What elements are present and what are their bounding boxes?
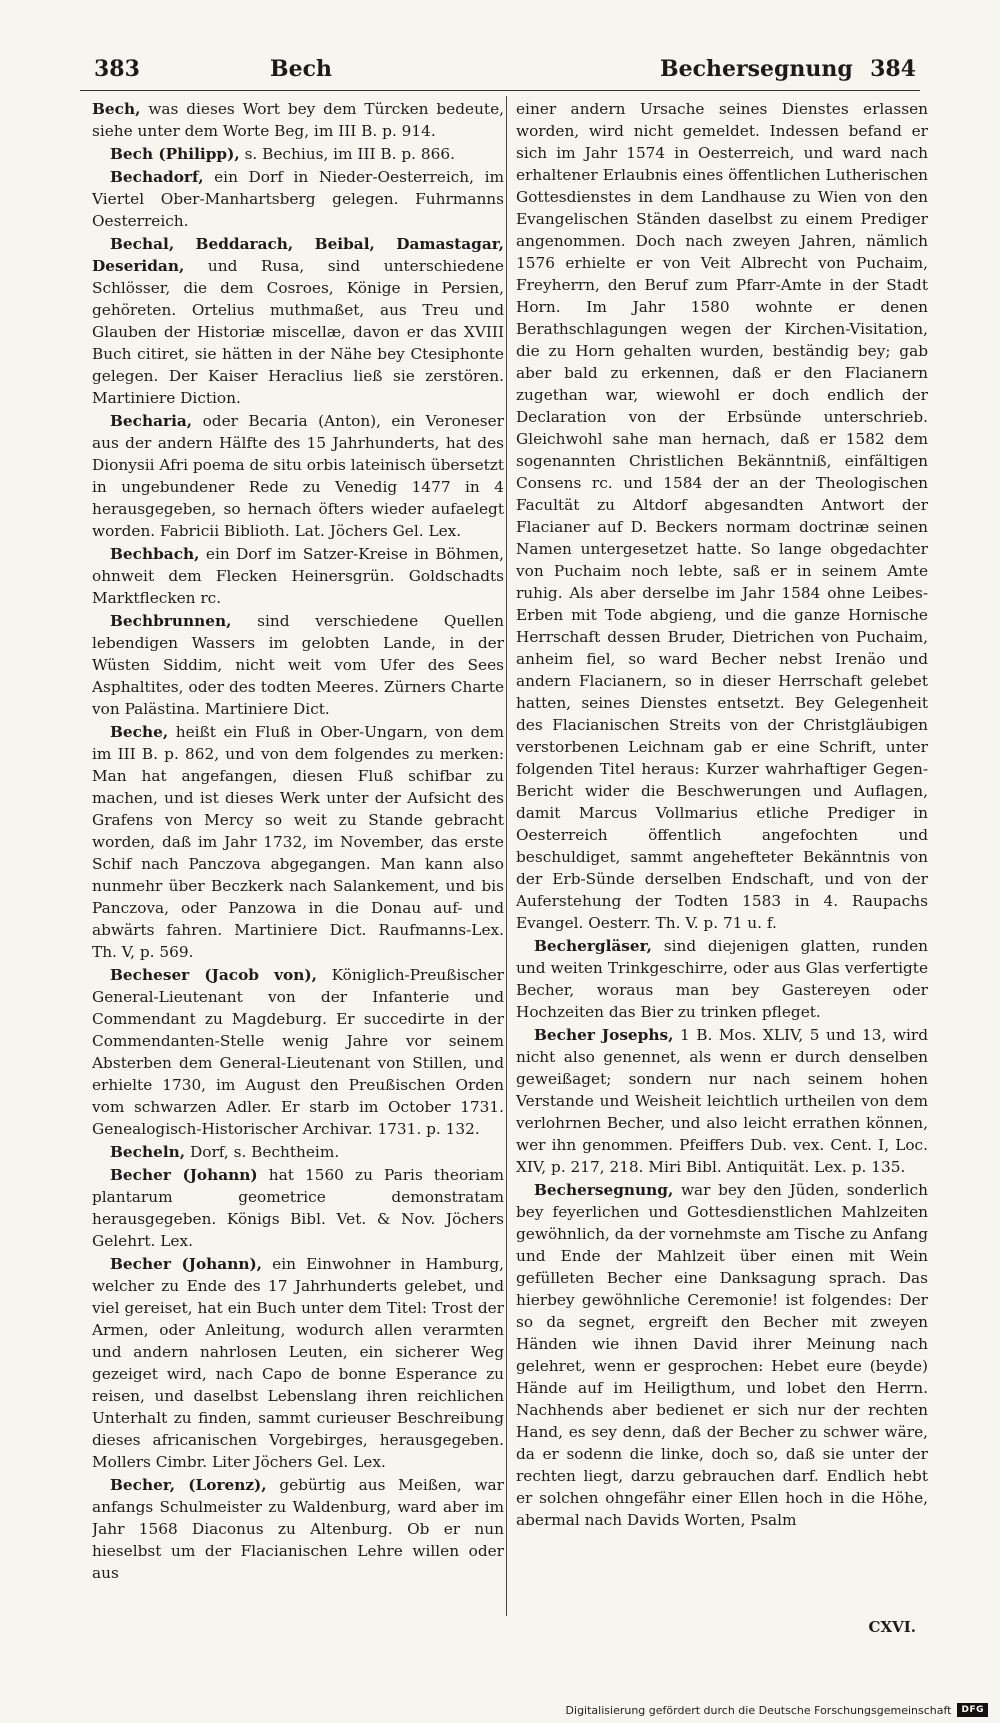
dictionary-entry bbox=[92, 1253, 504, 1473]
page-number-left: 383 bbox=[94, 56, 140, 82]
entry-text: heißt ein Fluß in Ober-Ungarn, von dem im III B. p. 862, und von dem folgendes zu merken: Man hat angefangen, diesen Fluß schifbar zu machen, und ist dieses Werk unter der Aufsicht des Grafens von Mercy so weit zu Stande gebracht worden, daß im Jahr 1732, im November, das erste Schif nach Panczova abgegangen. Man kann also nunmehr über Beczkerk nach Salankement, und bis Panczova, oder Panzowa in die Donau auf- und abwärts fahren. Martiniere Dict. Raufmanns-Lex. Th. V, p. 569. bbox=[92, 723, 504, 961]
dictionary-entry bbox=[516, 1024, 928, 1178]
right-column bbox=[516, 98, 928, 1618]
dictionary-entry bbox=[516, 935, 928, 1023]
catchword: CXVI. bbox=[868, 1618, 916, 1636]
running-head-left: Bech bbox=[270, 56, 332, 82]
entry-headword: Bech, bbox=[92, 100, 141, 118]
entry-text: Dorf, s. Bechtheim. bbox=[189, 1143, 340, 1161]
dictionary-entry bbox=[92, 1474, 504, 1584]
entry-text: s. Bechius, im III B. p. 866. bbox=[244, 145, 455, 163]
entry-headword: Becher, (Lorenz), bbox=[110, 1476, 267, 1494]
entry-headword: Bechersegnung, bbox=[534, 1181, 674, 1199]
dictionary-entry bbox=[92, 1164, 504, 1252]
dictionary-entry bbox=[92, 964, 504, 1140]
entry-text: Königlich-Preußischer General-Lieutenant von der Infanterie und Commendant zu Magdeburg. Er succedirte in der Commendanten-Stelle wenig Jahre vor seinem Absterben dem General-Lieutenant von Stillen, und erhielte 1730, im August den Preußischen Orden vom schwarzen Adler. Er starb im October 1731. Genealogisch-Historischer Archivar. 1731. p. 132. bbox=[92, 966, 504, 1138]
entry-text: gebürtig aus Meißen, war anfangs Schulmeister zu Waldenburg, ward aber im Jahr 1568 Diaconus zu Altenburg. Ob er nun hieselbst um der Flacianischen Lehre willen oder aus bbox=[92, 1476, 504, 1582]
entry-text: was dieses Wort bey dem Türcken bedeute, siehe unter dem Worte Beg, im III B. p. 914. bbox=[92, 100, 504, 140]
dictionary-entry bbox=[92, 721, 504, 963]
entry-text: sind verschiedene Quellen lebendigen Wassers im gelobten Lande, in der Wüsten Siddim, nicht weit vom Ufer des Sees Asphaltites, oder des todten Meeres. Zürners Charte von Palästina. Martiniere Dict. bbox=[92, 612, 504, 718]
entry-headword: Beche, bbox=[110, 723, 169, 741]
entry-text: war bey den Jüden, sonderlich bey feyerlichen und Gottesdienstlichen Mahlzeiten gewöhnlich, da der vornehmste am Tische zu Anfang und Ende der Mahlzeit über einen mit Wein gefülleten Becher eine Danksagung sprach. Das hierbey gewöhnliche Ceremonie! ist folgendes: Der so da segnet, ergreift den Becher mit zweyen Händen wie ihnen David ihrer Meinung nach gelehret, wenn er gesprochen: Hebet eure (beyde) Hände auf im Heiligthum, und lobet den Herrn. Nachhends aber bedienet er sich nur der rechten Hand, es sey denn, daß der Becher zu schwer wäre, da er sodenn die linke, doch so, daß sie unter der rechten liegt, darzu gebrauchen darf. Endlich hebt er solchen ohngefähr einer Ellen hoch in die Höhe, abermal nach Davids Worten, Psalm bbox=[516, 1181, 928, 1529]
entry-headword: Becher Josephs, bbox=[534, 1026, 674, 1044]
entry-headword: Bechbach, bbox=[110, 545, 200, 563]
page-number-right: 384 bbox=[870, 56, 916, 82]
entry-text: und Rusa, sind unterschiedene Schlösser, die dem Cosroes, Könige in Persien, gehöreten. Ortelius muthmaßet, aus Treu und Glauben der Historiæ miscellæ, davon er das XVIII Buch citiret, sie hätten in der Nähe bey Ctesiphonte gelegen. Der Kaiser Heraclius ließ sie zerstören. Martiniere Diction. bbox=[92, 257, 504, 407]
dfg-logo: DFG bbox=[957, 1703, 988, 1717]
entry-text: sind diejenigen glatten, runden und weiten Trinkgeschirre, oder aus Glas verfertigte Becher, woraus man bey Gastereyen oder Hochzeiten das Bier zu trinken pfleget. bbox=[516, 937, 928, 1021]
dictionary-entry bbox=[516, 1179, 928, 1531]
running-head-right: Bechersegnung bbox=[660, 56, 853, 82]
entry-headword: Becher (Johann) bbox=[110, 1166, 258, 1184]
entry-text: ein Einwohner in Hamburg, welcher zu Ende des 17 Jahrhunderts gelebet, und viel gereiset, hat ein Buch unter dem Titel: Trost der Armen, oder Anleitung, wodurch allen verarmten und andern nahrlosen Leuten, ein sicherer Weg gezeiget wird, nach Capo de bonne Esperance zu reisen, und daselbst Lebenslang ihren reichlichen Unterhalt zu finden, sammt curieuser Beschreibung dieses africanischen Vorgebirges, herausgegeben. Mollers Cimbr. Liter Jöchers Gel. Lex. bbox=[92, 1255, 504, 1471]
dictionary-entry bbox=[92, 233, 504, 409]
dictionary-entry bbox=[92, 543, 504, 609]
left-column bbox=[92, 98, 504, 1618]
entry-headword: Bech (Philipp), bbox=[110, 145, 240, 163]
entry-headword: Becharia, bbox=[110, 412, 193, 430]
dictionary-entry bbox=[92, 410, 504, 542]
entry-text: 1 B. Mos. XLIV, 5 und 13, wird nicht also genennet, als wenn er durch denselben geweißaget; sondern nur nach seinem hohen Verstande und Weisheit leichtlich urtheilen von dem verlohrnen Becher, und also leicht errathen können, wer ihn genommen. Pfeiffers Dub. vex. Cent. I, Loc. XIV, p. 217, 218. Miri Bibl. Antiquität. Lex. p. 135. bbox=[516, 1026, 928, 1176]
entry-text: ein Dorf im Satzer-Kreise in Böhmen, ohnweit dem Flecken Heinersgrün. Goldschadts Marktflecken rc. bbox=[92, 545, 504, 607]
digitization-credit bbox=[566, 1703, 988, 1717]
entry-text: einer andern Ursache seines Dienstes erlassen worden, wird nicht gemeldet. Indessen befand er sich im Jahr 1574 in Oesterreich, und ward nach erhaltener Erlaubnis eines öffentlichen Lutherischen Gottesdienstes in dem Landhause zu Wien von den Evangelischen Ständen daselbst zu einem Prediger angenommen. Doch nach zweyen Jahren, nämlich 1576 erhielte er von Veit Albrecht von Puchaim, Freyherrn, den Beruf zum Pfarr-Amte in der Stadt Horn. Im Jahr 1580 wohnte er denen Berathschlagungen wegen der Kirchen-Visitation, die zu Horn gehalten wurden, beständig bey; gab aber bald zu erkennen, daß er den Flacianern zugethan war, wiewohl er doch endlich der Declaration von der Erbsünde unterschrieb. Gleichwohl sahe man hernach, daß er 1582 dem sogenannten Christlichen Bekänntniß, einfältigen Consens rc. und 1584 der an der Theologischen Facultät zu Altdorf abgesandten Antwort der Flacianer auf D. Beckers normam doctrinæ seinen Namen untergesetzet hatte. So lange obgedachter von Puchaim noch lebte, saß er in seinem Amte ruhig. Als aber derselbe im Jahr 1584 ohne Leibes-Erben mit Tode abgieng, und die ganze Hornische Herrschaft dessen Bruder, Dietrichen von Puchaim, anheim fiel, so ward Becher nebst Irenäo und andern Flacianern, so in dieser Herrschaft gelebet hatten, seines Dienstes entsetzt. Bey Gelegenheit des Flacianischen Streits von der Christgläubigen verstorbenen Leichnam gab er eine Schrift, unter folgenden Titel heraus: Kurzer wahrhaftiger Gegen-Bericht wider die Beschwerungen und Auflagen, damit Marcus Vollmarius etliche Prediger in Oesterreich öffentlich angefochten und beschuldiget, sammt angehefteter Bekänntnis von der Erb-Sünde derselben Endschaft, und von der Auferstehung der Todten 1583 in 4. Raupachs Evangel. Oesterr. Th. V. p. 71 u. f. bbox=[516, 100, 928, 932]
entry-headword: Bechergläser, bbox=[534, 937, 652, 955]
entry-headword: Bechbrunnen, bbox=[110, 612, 232, 630]
entry-headword: Bechadorf, bbox=[110, 168, 204, 186]
dictionary-entry bbox=[92, 166, 504, 232]
page-header bbox=[80, 56, 920, 96]
dictionary-entry bbox=[92, 98, 504, 142]
header-rule bbox=[80, 90, 920, 91]
dictionary-entry bbox=[92, 143, 504, 165]
entry-text: hat 1560 zu Paris theoriam plantarum geometrice demonstratam herausgegeben. Königs Bibl. Vet. & Nov. Jöchers Gelehrt. Lex. bbox=[92, 1166, 504, 1250]
dictionary-entry bbox=[92, 1141, 504, 1163]
column-divider bbox=[506, 96, 507, 1616]
dictionary-entry bbox=[92, 610, 504, 720]
entry-text: oder Becaria (Anton), ein Veroneser aus der andern Hälfte des 15 Jahrhunderts, hat des Dionysii Afri poema de situ orbis lateinisch übersetzt in ungebundener Rede zu Venedig 1477 in 4 herausgegeben, so hernach öfters wieder aufaelegt worden. Fabricii Biblioth. Lat. Jöchers Gel. Lex. bbox=[92, 412, 504, 540]
entry-headword: Bechal, Beddarach, Beibal, Damastagar, Deseridan, bbox=[92, 235, 504, 275]
entry-headword: Becheln, bbox=[110, 1143, 186, 1161]
entry-text: ein Dorf in Nieder-Oesterreich, im Viertel Ober-Manhartsberg gelegen. Fuhrmanns Oesterreich. bbox=[92, 168, 504, 230]
entry-headword: Becher (Johann), bbox=[110, 1255, 263, 1273]
dictionary-entry bbox=[516, 98, 928, 934]
credit-text: Digitalisierung gefördert durch die Deutsche Forschungsgemeinschaft bbox=[565, 1703, 952, 1717]
entry-headword: Becheser (Jacob von), bbox=[110, 966, 317, 984]
